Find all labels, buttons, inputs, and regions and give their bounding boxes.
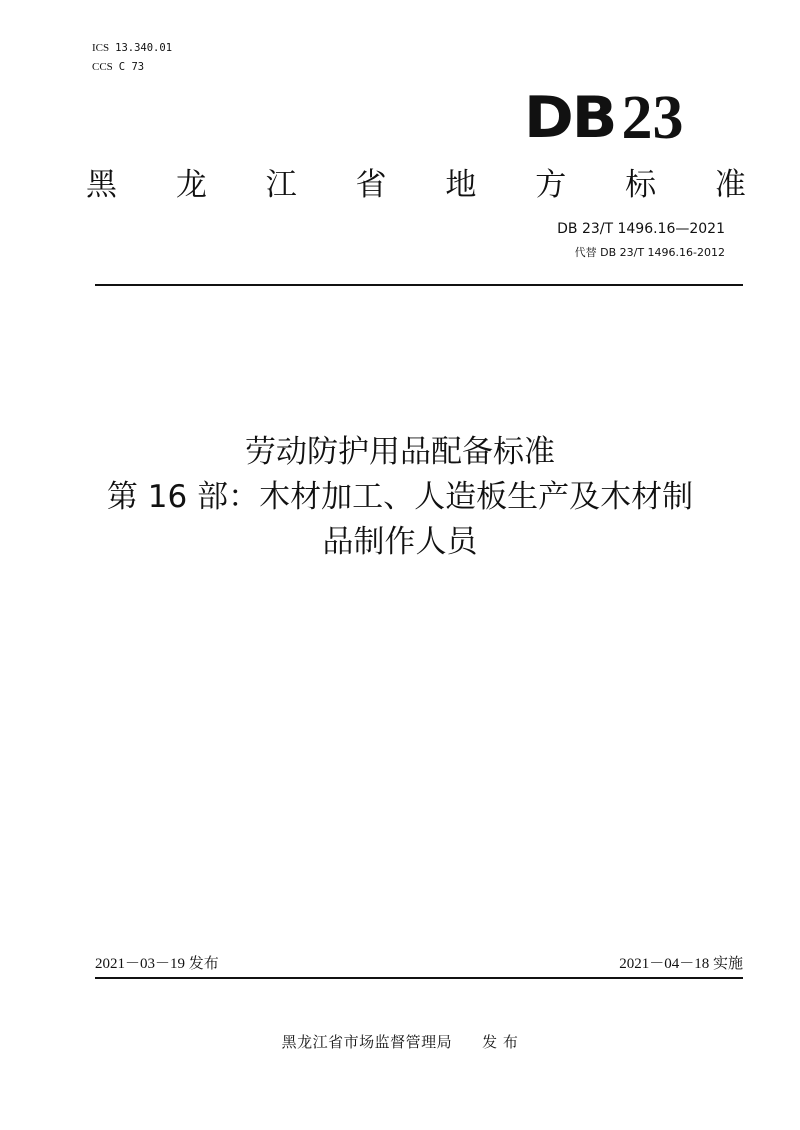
logo-letters: DB	[524, 84, 616, 152]
ics-classification	[92, 41, 172, 55]
category-char: 江	[265, 167, 297, 203]
title-line-2: 第 16 部：木材加工、人造板生产及木材制	[106, 479, 694, 515]
ccs-code: C 73	[118, 61, 145, 73]
top-divider	[95, 284, 743, 286]
db23-logo	[524, 80, 684, 150]
replaces-note: 代替 DB 23/T 1496.16-2012	[574, 246, 725, 259]
publisher-name: 黑龙江省市场监督管理局	[281, 1033, 453, 1051]
document-title	[60, 430, 740, 565]
standard-number: DB 23/T 1496.16—2021	[557, 221, 725, 237]
category-char: 标	[625, 167, 657, 203]
category-char: 省	[355, 167, 387, 203]
ics-code: 13.340.01	[115, 42, 173, 54]
standard-category	[86, 165, 746, 205]
title-line-3: 品制作人员	[322, 524, 478, 560]
category-char: 黑	[86, 167, 117, 203]
ccs-classification	[92, 60, 144, 74]
issue-date: 2021－03－19 发布	[95, 956, 219, 972]
category-char: 地	[445, 167, 477, 203]
title-line-1: 劳动防护用品配备标准	[245, 434, 555, 470]
category-char: 准	[714, 167, 746, 203]
bottom-divider	[95, 977, 743, 979]
category-char: 方	[535, 167, 567, 203]
implementation-date: 2021－04－18 实施	[619, 956, 743, 972]
logo-number: 23	[621, 84, 684, 152]
ics-label: ICS	[92, 42, 110, 54]
ccs-label: CCS	[92, 61, 113, 73]
publisher-line	[0, 1031, 800, 1053]
publish-action: 发 布	[482, 1033, 519, 1051]
category-char: 龙	[175, 167, 207, 203]
